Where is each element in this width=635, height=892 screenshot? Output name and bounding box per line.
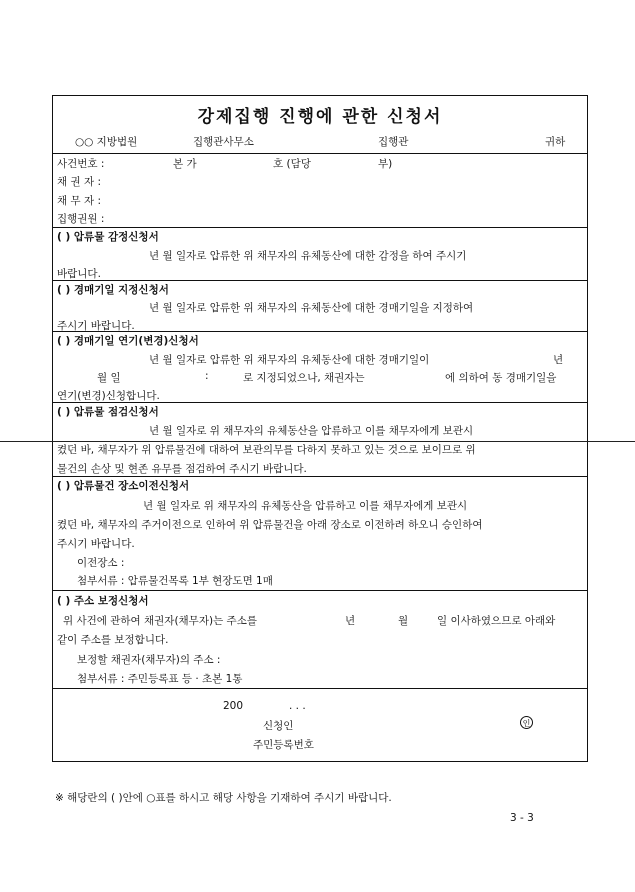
relocation-place-label: 이전장소 : <box>77 557 125 569</box>
divider <box>53 280 587 281</box>
divider <box>53 590 587 591</box>
resident-number-label: 주민등록번호 <box>253 739 314 751</box>
case-number-ho: 호 (담당 <box>273 158 311 170</box>
divider <box>53 688 587 689</box>
section-relocation-line: 켰던 바, 채무자의 주거이전으로 인하여 위 압류물건을 아래 장소로 이전하려 하오니 승인하여 <box>57 519 483 531</box>
section-appraisal-line: 바랍니다. <box>57 268 101 280</box>
section-address-head: ( ) 주소 보정신청서 <box>57 595 149 607</box>
section-postpone-tail: 에 의하여 동 경매기일을 <box>445 372 557 384</box>
section-address-year: 년 <box>345 615 356 627</box>
date-year-prefix: 200 <box>223 700 244 712</box>
section-appraisal-line: 년 월 일자로 압류한 위 채무자의 유체동산에 대한 감정을 하여 주시기 <box>149 250 467 262</box>
section-postpone-colon: : <box>205 370 209 382</box>
creditor-label: 채 권 자 : <box>57 176 101 188</box>
section-inspection-head: ( ) 압류물 점검신청서 <box>57 406 159 418</box>
seal-mark: 인 <box>520 716 533 729</box>
section-relocation-line: 주시기 바랍니다. <box>57 538 135 550</box>
case-number-type: 본 가 <box>173 158 197 170</box>
divider <box>53 227 587 228</box>
form-title: 강제집행 진행에 관한 신청서 <box>197 107 443 127</box>
section-postpone-head: ( ) 경매기일 연기(변경)신청서 <box>57 335 199 347</box>
section-inspection-line: 물건의 손상 및 현존 유무를 점검하여 주시기 바랍니다. <box>57 463 307 475</box>
court-name: ○○ 지방법원 <box>75 136 138 148</box>
footnote: ※ 해당란의 ( )안에 ○표를 하시고 해당 사항을 기재하여 주시기 바랍니다. <box>55 792 392 804</box>
scan-artifact-line <box>0 441 635 442</box>
date-dots: . . . <box>289 700 306 712</box>
section-auction-date-head: ( ) 경매기일 지정신청서 <box>57 284 169 296</box>
section-inspection-line: 년 월 일자로 위 채무자의 유체동산을 압류하고 이를 채무자에게 보관시 <box>149 425 474 437</box>
section-inspection-line: 켰던 바, 채무자가 위 압류물건에 대하여 보관의무를 다하지 못하고 있는 것으로 보이므로 위 <box>57 444 476 456</box>
section-postpone-line: 연기(변경)신청합니다. <box>57 390 160 402</box>
bailiff: 집행관 <box>378 136 409 148</box>
section-postpone-date: 월 일 <box>97 372 121 384</box>
applicant-label: 신청인 <box>263 720 294 732</box>
section-address-day: 일 이사하였으므로 아래와 <box>437 615 556 627</box>
bailiff-office: 집행관사무소 <box>193 136 254 148</box>
debtor-label: 채 무 자 : <box>57 195 101 207</box>
case-number-label: 사건번호 : <box>57 158 105 170</box>
section-address-line: 위 사건에 관하여 채권자(채무자)는 주소를 <box>63 615 257 627</box>
section-auction-date-line: 년 월 일자로 압류한 위 채무자의 유체동산에 대한 경매기일을 지정하여 <box>149 302 474 314</box>
section-auction-date-line: 주시기 바랍니다. <box>57 320 135 332</box>
addressee-suffix: 귀하 <box>545 136 566 148</box>
divider <box>53 402 587 403</box>
relocation-attachments: 첨부서류 : 압류물건목록 1부 현장도면 1매 <box>77 575 273 587</box>
section-appraisal-head: ( ) 압류물 감정신청서 <box>57 231 159 243</box>
divider <box>53 331 587 332</box>
execution-title-label: 집행권원 : <box>57 213 105 225</box>
section-address-line: 같이 주소를 보정합니다. <box>57 634 169 646</box>
section-postpone-line: 년 월 일자로 압류한 위 채무자의 유체동산에 대한 경매기일이 <box>149 354 430 366</box>
corrected-address-label: 보정할 채권자(채무자)의 주소 : <box>77 654 221 666</box>
application-form <box>52 95 588 762</box>
divider <box>53 153 587 154</box>
address-attachments: 첨부서류 : 주민등록표 등 · 초본 1통 <box>77 673 243 685</box>
page-number: 3 - 3 <box>510 812 534 824</box>
section-postpone-year: 년 <box>553 354 564 366</box>
case-number-bu: 부) <box>378 158 393 170</box>
section-relocation-line: 년 월 일자로 위 채무자의 유체동산을 압류하고 이를 채무자에게 보관시 <box>143 500 468 512</box>
section-address-month: 월 <box>398 615 409 627</box>
section-postpone-reason: 로 지정되었으나, 채권자는 <box>243 372 365 384</box>
divider <box>53 476 587 477</box>
section-relocation-head: ( ) 압류물건 장소이전신청서 <box>57 480 190 492</box>
